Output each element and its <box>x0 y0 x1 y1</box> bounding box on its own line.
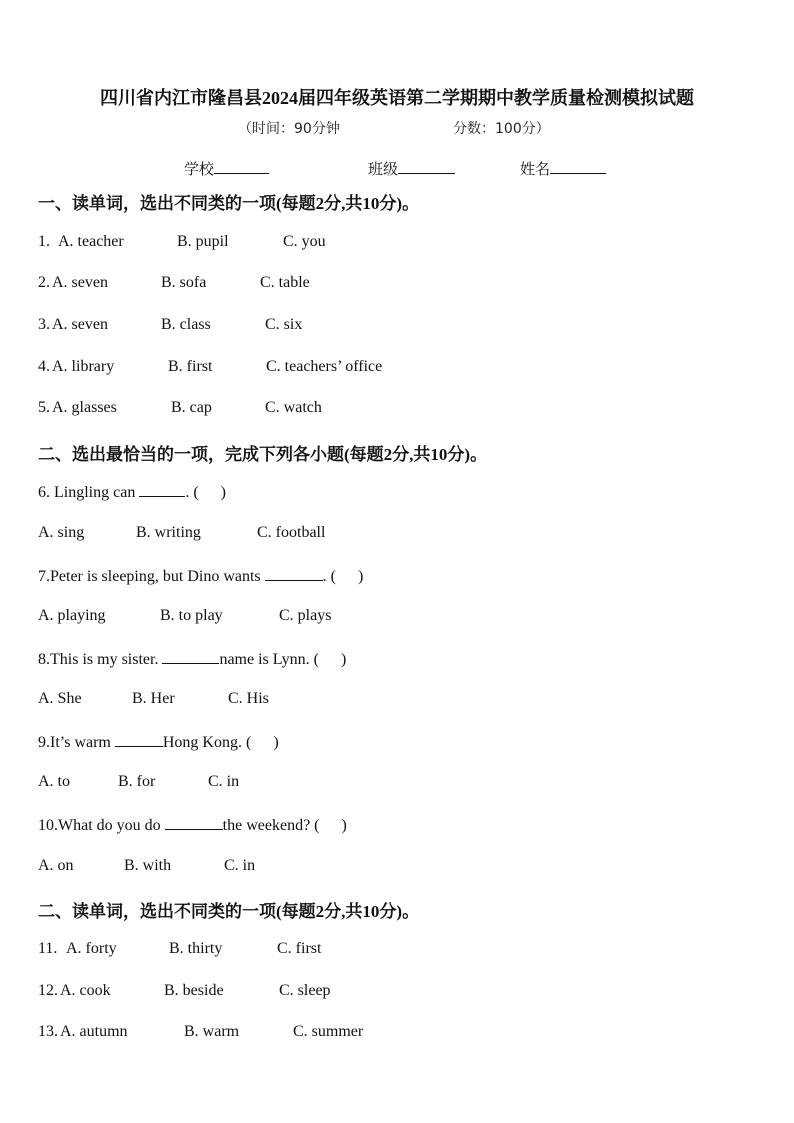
question-6-options <box>38 524 326 542</box>
option-c: C. in <box>208 773 240 790</box>
option-a: A. cook <box>60 982 111 999</box>
question-stem: 8.This is my sister. <box>38 651 163 668</box>
question-stem: 6. Lingling can <box>38 484 140 501</box>
option-c: C. plays <box>279 607 332 624</box>
option-b: B. pupil <box>177 233 229 250</box>
question-number: 3. <box>38 316 50 333</box>
name-label: 姓名 <box>520 162 551 178</box>
option-b: B. class <box>161 316 211 333</box>
answer-paren: ) <box>220 484 226 501</box>
option-c: C. teachers’ office <box>266 358 383 375</box>
answer-blank <box>115 732 163 747</box>
option-a: A. library <box>52 358 115 375</box>
option-a: A. seven <box>52 316 108 333</box>
option-a: A. autumn <box>60 1023 128 1040</box>
class-field <box>368 158 455 179</box>
question-9 <box>38 732 279 752</box>
section-3-heading: 二、读单词，选出不同类的一项(每题2分,共10分)。 <box>38 902 420 921</box>
question-13 <box>38 1023 364 1041</box>
answer-paren: ) <box>341 817 347 834</box>
option-b: B. Her <box>132 690 175 707</box>
question-8 <box>38 649 346 669</box>
question-8-options <box>38 690 269 708</box>
question-10 <box>38 815 347 835</box>
option-b: B. with <box>124 857 172 874</box>
option-a: A. playing <box>38 607 106 624</box>
section-2-heading: 二、选出最恰当的一项，完成下列各小题(每题2分,共10分)。 <box>38 445 488 464</box>
option-b: B. writing <box>136 524 201 541</box>
question-1 <box>38 233 326 251</box>
answer-blank <box>162 649 219 664</box>
answer-blank <box>165 815 223 830</box>
question-number: 11. <box>38 940 58 957</box>
question-number: 1. <box>38 233 50 250</box>
option-c: C. football <box>257 524 326 541</box>
option-b: B. first <box>168 358 213 375</box>
option-b: B. cap <box>171 399 212 416</box>
school-field <box>184 158 269 179</box>
option-c: C. six <box>265 316 303 333</box>
exam-score: 分数：100分） <box>453 121 550 137</box>
question-2 <box>38 274 310 292</box>
option-c: C. watch <box>265 399 322 416</box>
page-title: 四川省内江市隆昌县2024届四年级英语第二学期期中教学质量检测模拟试题 <box>100 88 694 108</box>
question-stem-end: . ( <box>185 484 199 501</box>
question-4 <box>38 358 383 376</box>
question-stem: 9.It’s warm <box>38 734 115 751</box>
option-a: A. sing <box>38 524 85 541</box>
class-blank <box>398 159 455 174</box>
answer-blank <box>139 482 185 497</box>
answer-paren: ) <box>273 734 279 751</box>
option-a: A. teacher <box>58 233 124 250</box>
option-a: A. glasses <box>52 399 117 416</box>
question-number: 2. <box>38 274 50 291</box>
option-b: B. for <box>118 773 156 790</box>
question-stem-end: . ( <box>322 568 336 585</box>
question-10-options <box>38 857 256 875</box>
option-b: B. warm <box>184 1023 240 1040</box>
option-b: B. sofa <box>161 274 207 291</box>
option-a: A. forty <box>66 940 117 957</box>
class-label: 班级 <box>368 162 399 178</box>
question-6 <box>38 482 226 502</box>
option-b: B. thirty <box>169 940 223 957</box>
question-stem-end: Hong Kong. ( <box>162 734 252 751</box>
answer-paren: ) <box>357 568 364 585</box>
question-7-options <box>38 607 332 625</box>
question-number: 13. <box>38 1023 58 1040</box>
option-c: C. His <box>228 690 269 707</box>
question-3 <box>38 316 303 334</box>
question-stem-end: name is Lynn. ( <box>219 651 319 668</box>
option-c: C. table <box>260 274 310 291</box>
option-a: A. to <box>38 773 70 790</box>
question-stem-end: the weekend? ( <box>222 817 320 834</box>
option-a: A. seven <box>52 274 108 291</box>
question-stem: 7.Peter is sleeping, but Dino wants <box>38 568 265 585</box>
option-b: B. to play <box>160 607 223 624</box>
option-a: A. She <box>38 690 82 707</box>
question-stem: 10.What do you do <box>38 817 165 834</box>
question-12 <box>38 982 331 1000</box>
question-9-options <box>38 773 240 791</box>
question-7 <box>38 566 363 586</box>
name-field <box>520 158 606 179</box>
option-b: B. beside <box>164 982 224 999</box>
question-number: 4. <box>38 358 50 375</box>
question-11 <box>38 940 322 958</box>
option-c: C. in <box>224 857 256 874</box>
option-c: C. summer <box>293 1023 364 1040</box>
question-number: 5. <box>38 399 50 416</box>
option-a: A. on <box>38 857 74 874</box>
option-c: C. you <box>283 233 326 250</box>
section-1-heading: 一、读单词，选出不同类的一项(每题2分,共10分)。 <box>38 194 420 213</box>
exam-time: （时间：90分钟 <box>238 121 340 137</box>
answer-blank <box>265 566 323 581</box>
school-label: 学校 <box>184 162 215 178</box>
option-c: C. first <box>277 940 322 957</box>
option-c: C. sleep <box>279 982 331 999</box>
question-5 <box>38 399 322 417</box>
name-blank <box>550 159 606 174</box>
answer-paren: ) <box>341 651 347 668</box>
school-blank <box>214 159 269 174</box>
question-number: 12. <box>38 982 58 999</box>
